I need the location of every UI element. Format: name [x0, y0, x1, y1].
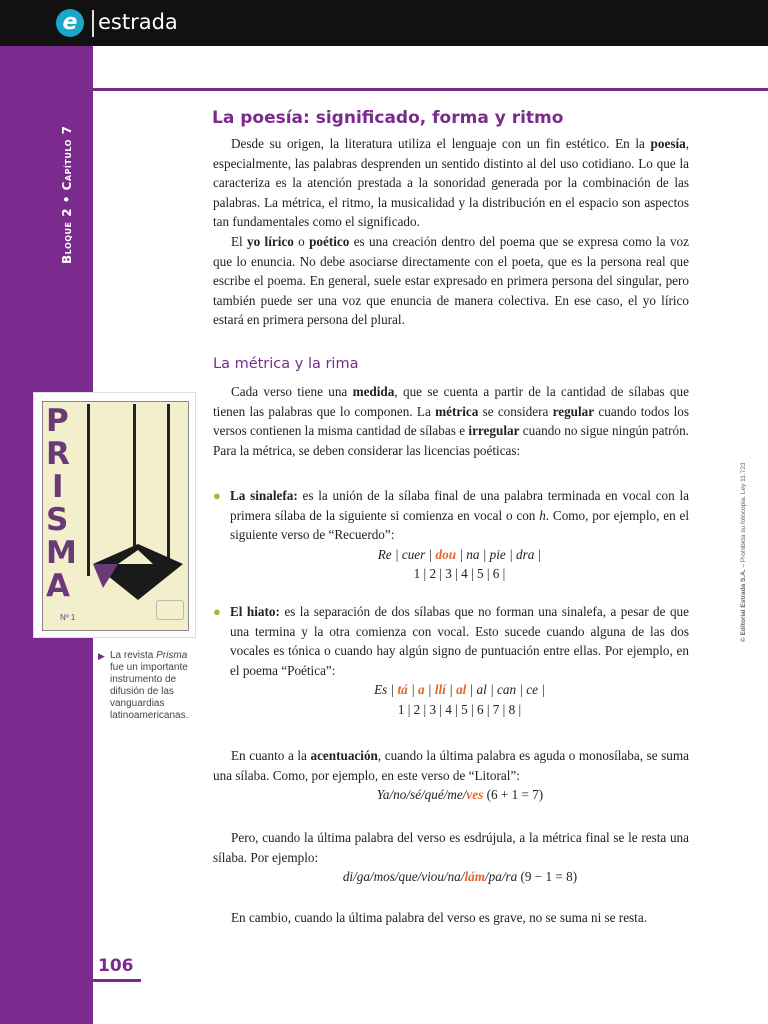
cover-letter-r: R [46, 436, 70, 472]
hiato-syllable-numbers: 1 | 2 | 3 | 4 | 5 | 6 | 7 | 8 | [397, 701, 522, 717]
bullet-hiato [213, 602, 689, 720]
hiato-text: El hiato: es la separación de dos sílabas que no forman una sinalefa, a pesar de que una termina y la otra comienza con vocal. Esto sucede cuando alguna de las dos vocales es tónica o cuando hay algún signo de puntuación entre ellas. Por ejemplo, en el poema “Poética”: [230, 604, 689, 678]
brand-name: estrada [98, 10, 178, 34]
cover-letter-m: M [46, 535, 77, 571]
publisher-credit: © Editorial Estrada S.A. [740, 569, 747, 642]
esdrujula-section [213, 828, 689, 887]
esdrujula-paragraph: Pero, cuando la última palabra del verso es esdrújula, a la métrica final se le resta una sílaba. Por ejemplo: [213, 830, 689, 865]
bullet-dot-icon: ● [213, 604, 221, 619]
caption-arrow-icon: ▶ [98, 651, 105, 661]
book-page [0, 46, 768, 1024]
hiato-verse: Es | tá | a | llí | al | al | can | ce | [374, 682, 545, 698]
accent-section [213, 746, 689, 805]
top-bar [0, 0, 768, 46]
image-caption [98, 650, 202, 722]
cover-letter-s: S [46, 502, 69, 538]
cover-publisher-logo-icon [156, 600, 184, 620]
esdrujula-example-count: (9 − 1 = 8) [517, 869, 578, 885]
intro-paragraph-2: El yo lírico o poético es una creación dentro del poema que se expresa como la voz que lo enuncia. No debe asociarse directamente con el poeta, que es la persona real que escribe el poema. En general, suele estar expresado en primera persona del singular, pero también puede ser una voz que enuncia de manera colectiva. En ese caso, el yo lírico estará en primera persona del plural. [213, 233, 689, 328]
estrada-logo-icon[interactable]: e [56, 9, 84, 37]
sinalefa-list [213, 486, 689, 584]
sinalefa-text: La sinalefa: es la unión de la sílaba final de una palabra terminada en vocal con la primera sílaba de la siguiente si comienza en vocal o con h. Como, por ejemplo, en el siguiente verso de “Recuerdo”: [230, 488, 689, 543]
hiato-list [213, 602, 689, 720]
section-subtitle: La métrica y la rima [213, 356, 359, 372]
grave-paragraph: En cambio, cuando la última palabra del verso es grave, no se suma ni se resta. [231, 910, 647, 925]
metrics-text [213, 382, 689, 460]
legal-notice: – Prohibida su fotocopia. Ley 11.723 [740, 462, 747, 570]
grave-section [213, 908, 689, 928]
metrics-paragraph: Cada verso tiene una medida, que se cuenta a partir de la cantidad de sílabas que tienen las palabras que lo componen. La métrica se considera regular cuando todos los versos contienen la misma cantidad de sílabas e irregular cuando no sigue ningún patrón. Para la métrica, se deben considerar las licencias poéticas: [213, 384, 689, 458]
copyright-notice [740, 462, 747, 642]
cover-letter-a: A [46, 568, 70, 604]
bullet-dot-icon: ● [213, 488, 221, 503]
accent-example-count: (6 + 1 = 7) [483, 787, 544, 803]
esdrujula-example [213, 867, 689, 887]
intro-paragraph-1: Desde su origen, la literatura utiliza el lenguaje con un fin estético. En la poesía, especialmente, las palabras desprenden un sentido distinto al del uso cotidiano. Lo que la caracteriza es la atención prestada a la sonoridad generada por la combinación de las palabras. La métrica, el ritmo, la musicalidad y la distribución en el espacio son aspectos tan fundamentales como el significado. [213, 136, 689, 230]
prisma-magazine-image [33, 392, 196, 638]
accent-example-verse: Ya/no/sé/qué/me/ves [376, 787, 484, 803]
caption-text: La revista Prisma fue un importante instrumento de difusión de las vanguardias latinoamericanas. [110, 650, 189, 721]
header-rule [93, 88, 768, 91]
cover-issue-number: Nº 1 [60, 613, 76, 622]
sinalefa-verse: Re | cuer | dou | na | pie | dra | [377, 546, 542, 562]
page-number: 106 [98, 956, 134, 976]
accent-paragraph: En cuanto a la acentuación, cuando la última palabra es aguda o monosílaba, se suma una sílaba. Como, por ejemplo, en este verso de “Litoral”: [213, 748, 689, 783]
cover-letter-p: P [46, 403, 69, 439]
sinalefa-syllable-numbers: 1 | 2 | 3 | 4 | 5 | 6 | [413, 566, 506, 582]
esdrujula-example-verse: di/ga/mos/que/viou/na/lám/pa/ra [342, 869, 518, 885]
bullet-sinalefa [213, 486, 689, 584]
logo-divider [92, 10, 94, 37]
accent-example [213, 785, 689, 805]
page-number-rule [93, 979, 141, 982]
cover-letter-i: I [52, 469, 64, 505]
page-title: La poesía: significado, forma y ritmo [212, 108, 564, 128]
chapter-label: Bloque 2 • Capítulo 7 [60, 125, 74, 264]
intro-text [213, 134, 689, 330]
magazine-cover [42, 401, 189, 631]
